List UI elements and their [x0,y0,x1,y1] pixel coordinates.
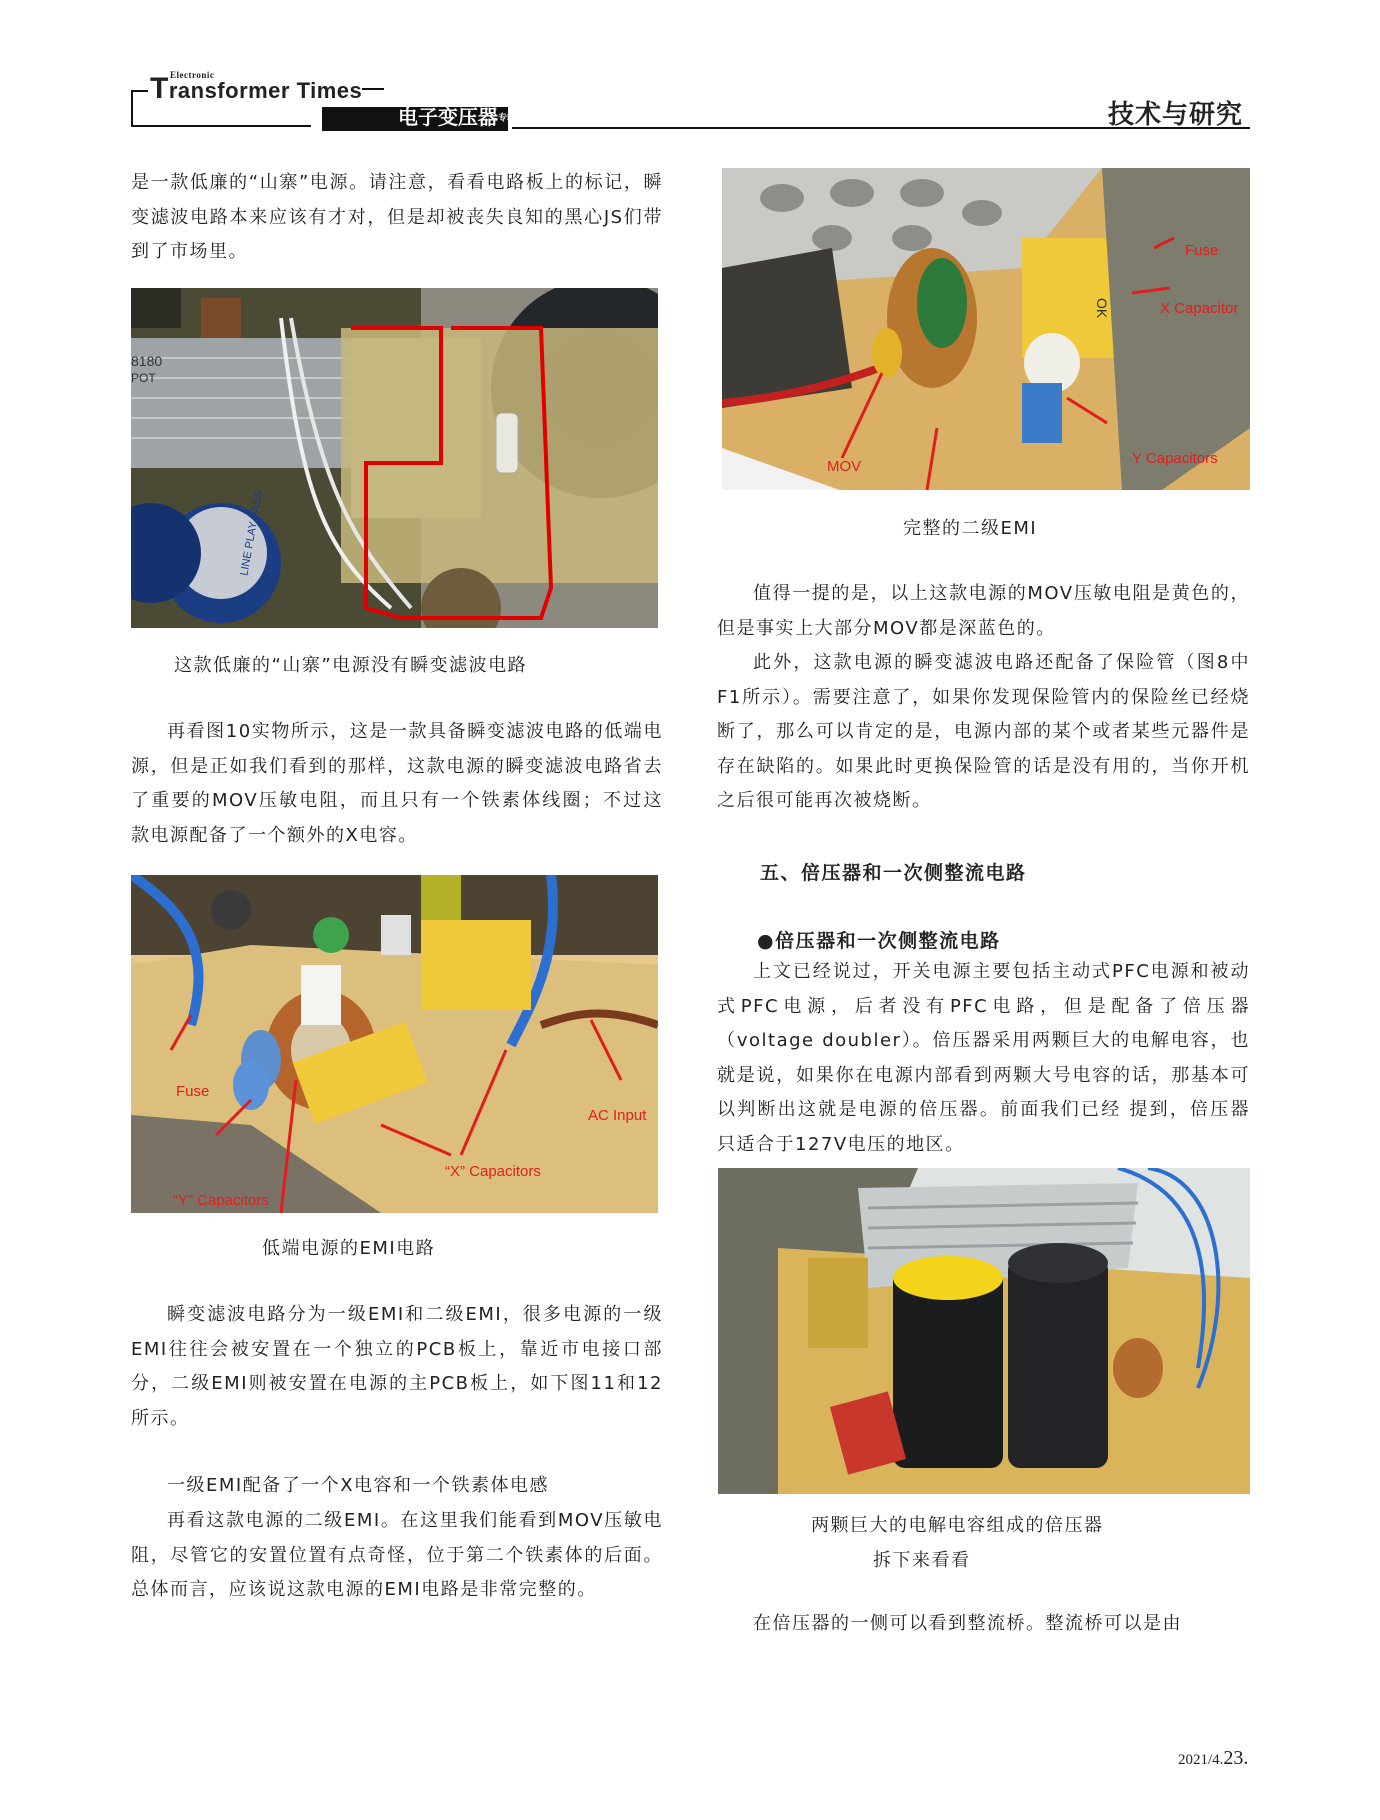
photo-second-stage-emi-image [722,168,1250,490]
figure-caption: 两颗巨大的电解电容组成的倍压器 [811,1515,1104,1536]
paragraph: 在倍压器的一侧可以看到整流桥。整流桥可以是由 [753,1613,1182,1634]
photo-cheap-psu [131,288,658,628]
figure-caption: 完整的二级EMI [903,518,1038,539]
board-code-pot: POT [131,371,156,385]
magazine-name-text: 电子变压器 [398,105,498,129]
capacitor-text: LINE PLAY PASS [238,489,266,577]
paragraph: 上文已经说过，开关电源主要包括主动式PFC电源和被动式PFC电源，后者没有PFC电路，但是配备了倍压器（voltage doubler）。倍压器采用两颗巨大的电解电容，也就是说，如果你在电源内部看到两颗大号电容的话，那基本可以判断出这就是电源的倍压器。前面我们已经 提到，倍压器只适合于127V电压的地区。 [717,961,1250,1155]
label-ac-input: AC Input [588,1107,647,1124]
page-number [1178,1747,1248,1770]
paragraph: 值得一提的是，以上这款电源的MOV压敏电阻是黄色的，但是事实上大部分MOV都是深蓝色的。 [717,583,1250,639]
figure-caption: 低端电源的EMI电路 [262,1238,436,1259]
label-y-capacitors: “Y” Capacitors [173,1192,269,1209]
photo-low-end-emi-image [131,875,658,1213]
page-number-value: 23. [1223,1747,1249,1769]
header-rule [131,125,311,127]
logo-title: ransformer Times [168,78,363,103]
paragraph: 一级EMI配备了一个X电容和一个铁素体电感 [167,1475,550,1496]
photo-voltage-doubler [718,1168,1250,1494]
section-title: 技术与研究 [1108,100,1244,130]
header-rule [362,88,384,90]
section-heading: 五、倍压器和一次侧整流电路 [760,862,1027,884]
figure-caption: 拆下来看看 [873,1550,971,1571]
label-y-capacitors: Y Capacitors [1132,450,1218,467]
magazine-logo [150,72,362,106]
label-mov: MOV [827,458,862,475]
header-rule [131,90,148,92]
magazine-tag: 专辑 [498,113,517,124]
paragraph: 再看这款电源的二级EMI。在这里我们能看到MOV压敏电阻，尽管它的安置位置有点奇怪，位于第二个铁素体的后面。总体而言，应该说这款电源的EMI电路是非常完整的。 [131,1510,663,1600]
subsection-heading: ●倍压器和一次侧整流电路 [757,930,1001,952]
photo-low-end-emi [131,875,658,1213]
photo-second-stage-emi [722,168,1250,490]
paragraph: 此外，这款电源的瞬变滤波电路还配备了保险管（图8中F1所示）。需要注意了，如果你发现保险管内的保险丝已经烧断了，那么可以肯定的是，电源内部的某个或者某些元器件是存在缺陷的。如果此时更换保险管的话是没有用的，当你开机之后很可能再次被烧断。 [717,652,1250,811]
photo-voltage-doubler-image [718,1168,1250,1494]
label-fuse: Fuse [1185,242,1219,259]
board-code-8180: 8180 [131,353,163,369]
paragraph: 再看图10实物所示，这是一款具备瞬变滤波电路的低端电源，但是正如我们看到的那样，这款电源的瞬变滤波电路省去了重要的MOV压敏电阻，而且只有一个铁素体线圈；不过这款电源配备了一个额外的X电容。 [131,721,663,846]
photo-cheap-psu-image [131,288,658,628]
paragraph: 瞬变滤波电路分为一级EMI和二级EMI，很多电源的一级EMI往往会被安置在一个独立的PCB板上，靠近市电接口部分，二级EMI则被安置在电源的主PCB板上，如下图11和12所示。 [131,1304,663,1429]
issue-date: 2021/4. [1178,1752,1224,1768]
label-x-capacitor: X Capacitor [1160,300,1239,317]
cap-ok-text: OK [1094,298,1110,319]
logo-electronic: Electronic [170,70,215,80]
magazine-name [392,104,522,130]
label-fuse: Fuse [176,1083,210,1100]
label-x-capacitors: “X” Capacitors [445,1163,541,1180]
figure-caption: 这款低廉的“山寨”电源没有瞬变滤波电路 [174,655,528,676]
header-rule [131,90,133,126]
paragraph: 是一款低廉的“山寨”电源。请注意，看看电路板上的标记，瞬变滤波电路本来应该有才对，但是却被丧失良知的黑心JS们带到了市场里。 [131,172,663,262]
logo-initial: T [150,72,169,105]
